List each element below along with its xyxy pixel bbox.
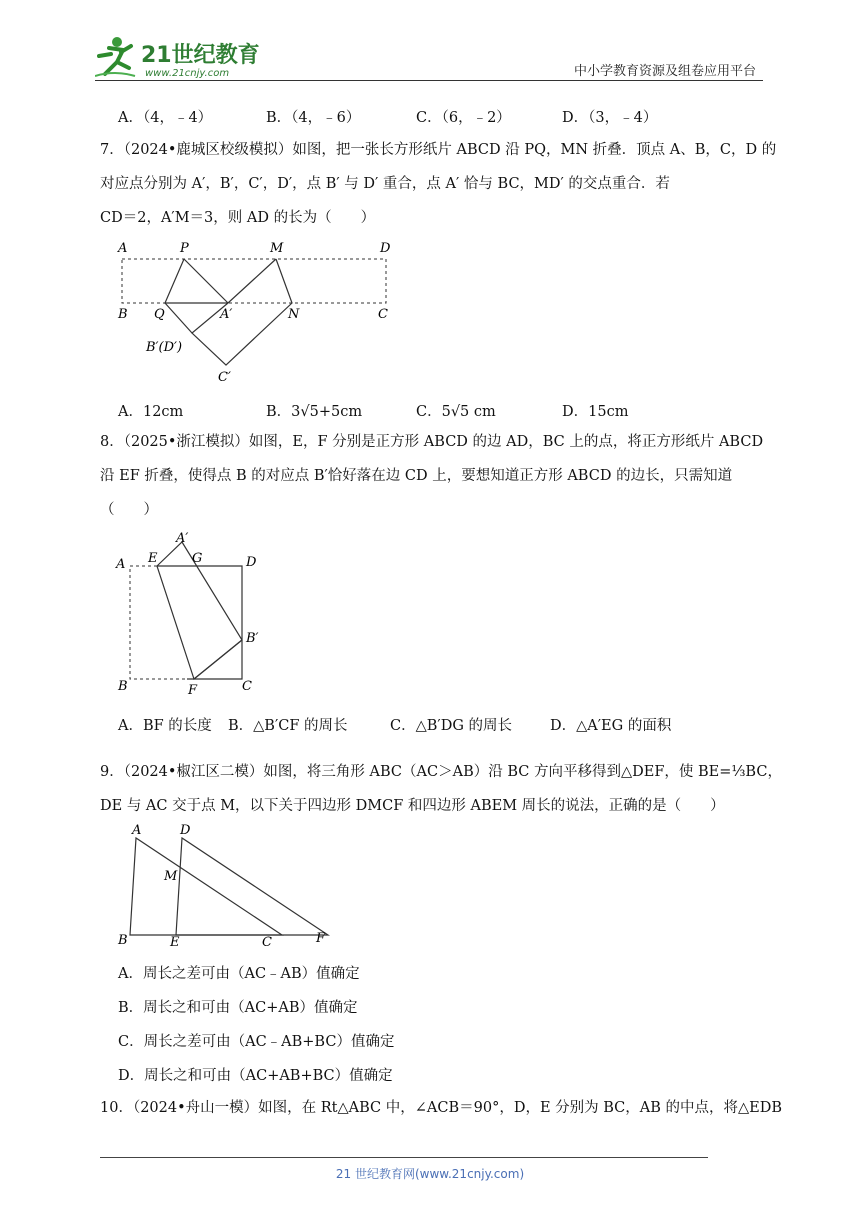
q8-label-g: G (192, 551, 203, 566)
q8-label-c: C (242, 679, 252, 694)
q9-text-line2: DE 与 AC 交于点 M，以下关于四边形 DMCF 和四边形 ABEM 周长的说法，正确的是（ ） (100, 798, 725, 814)
footer-text[interactable]: 21 世纪教育网(www.21cnjy.com) (335, 1167, 525, 1181)
q8-text-line2: 沿 EF 折叠，使得点 B 的对应点 B′恰好落在边 CD 上，要想知道正方形 ABCD 的边长，只需知道 (100, 468, 733, 484)
q7-text-line3: CD＝2，A′M＝3，则 AD 的长为（ ） (100, 210, 376, 226)
q8-option-a: A．BF 的长度 (118, 718, 212, 734)
q9-triangle-def (176, 838, 328, 935)
q9-label-a: A (132, 823, 142, 838)
q9-option-a: A．周长之差可由（AC﹣AB）值确定 (118, 966, 360, 982)
logo-url: www.21cnjy.com (145, 68, 230, 79)
q8-label-e: E (148, 551, 158, 566)
q9-triangle-abc (130, 838, 282, 935)
q8-label-a: A (116, 557, 126, 572)
q9-option-b: B．周长之和可由（AC+AB）值确定 (118, 1000, 358, 1016)
q7-label-b-prime: B′(D′) (146, 340, 183, 355)
q7-text-line2: 对应点分别为 A′，B′，C′，D′，点 B′ 与 D′ 重合，点 A′ 恰与 BC，MD′ 的交点重合．若 (100, 176, 670, 192)
q6-option-b: B．（4，﹣6） (266, 110, 361, 126)
q9-label-m: M (164, 869, 178, 884)
q8-original-square (130, 566, 187, 679)
q9-label-c: C (262, 935, 272, 950)
q9-label-f: F (316, 931, 326, 946)
q8-label-d: D (246, 555, 257, 570)
q6-option-c: C．（6，﹣2） (416, 110, 511, 126)
q8-label-a-prime: A′ (176, 531, 189, 546)
q7-label-b: B (118, 307, 128, 322)
q10-text-line1: 10．（2024•舟山一模）如图，在 Rt△ABC 中，∠ACB＝90°，D，E 分别为 BC，AB 的中点，将△EDB (100, 1100, 783, 1116)
q8-option-b: B．△B′CF 的周长 (228, 718, 348, 734)
q9-option-d: D．周长之和可由（AC+AB+BC）值确定 (118, 1068, 393, 1084)
q9-text-line1: 9．（2024•椒江区二模）如图，将三角形 ABC（AC＞AB）沿 BC 方向平移得到△DEF，使 BE=⅓BC， (100, 764, 782, 780)
q8-option-c: C．△B′DG 的周长 (390, 718, 513, 734)
q7-fold-left (165, 259, 276, 303)
q7-label-m: M (270, 241, 284, 256)
q7-label-n: N (288, 307, 300, 322)
q7-label-c: C (378, 307, 388, 322)
q7-label-p: P (180, 241, 189, 256)
q7-option-a: A．12cm (118, 404, 184, 420)
header-title: 中小学教育资源及组卷应用平台 (573, 64, 756, 79)
q9-label-e: E (170, 935, 180, 950)
q6-option-d: D．（3，﹣4） (562, 110, 658, 126)
q9-option-c: C．周长之差可由（AC﹣AB+BC）值确定 (118, 1034, 395, 1050)
q6-option-a: A．（4，﹣4） (118, 110, 213, 126)
footer-divider (100, 1157, 708, 1158)
q7-label-a: A (118, 241, 128, 256)
q7-option-d: D．15cm (562, 404, 629, 420)
logo-text: 21世纪教育 (141, 43, 260, 68)
q7-option-b: B．3√5+5cm (266, 404, 363, 420)
q9-label-d: D (180, 823, 191, 838)
q8-option-d: D．△A′EG 的面积 (550, 718, 672, 734)
q7-label-q: Q (154, 307, 165, 322)
q7-label-d: D (380, 241, 391, 256)
q7-label-a-prime: A′ (220, 307, 233, 322)
q7-fold-right (192, 259, 292, 365)
q7-original-rect (122, 259, 386, 303)
q8-label-b: B (118, 679, 128, 694)
q8-label-f: F (188, 683, 198, 698)
q7-text-line1: 7．（2024•鹿城区校级模拟）如图，把一张长方形纸片 ABCD 沿 PQ，MN 折叠．顶点 A、B，C，D 的 (100, 142, 777, 158)
q7-figure (110, 238, 410, 388)
q7-label-c-prime: C′ (218, 370, 231, 385)
q8-label-b-prime: B′ (246, 631, 259, 646)
q8-figure (110, 530, 280, 700)
q9-figure (110, 820, 340, 950)
q9-label-b: B (118, 933, 128, 948)
q7-option-c: C．5√5 cm (416, 404, 496, 420)
header-divider (95, 80, 763, 81)
q8-text-line3: （ ） (100, 502, 158, 518)
site-logo (95, 34, 265, 80)
q8-text-line1: 8．（2025•浙江模拟）如图，E，F 分别是正方形 ABCD 的边 AD，BC 上的点，将正方形纸片 ABCD (100, 434, 764, 450)
runner-icon (95, 37, 135, 76)
